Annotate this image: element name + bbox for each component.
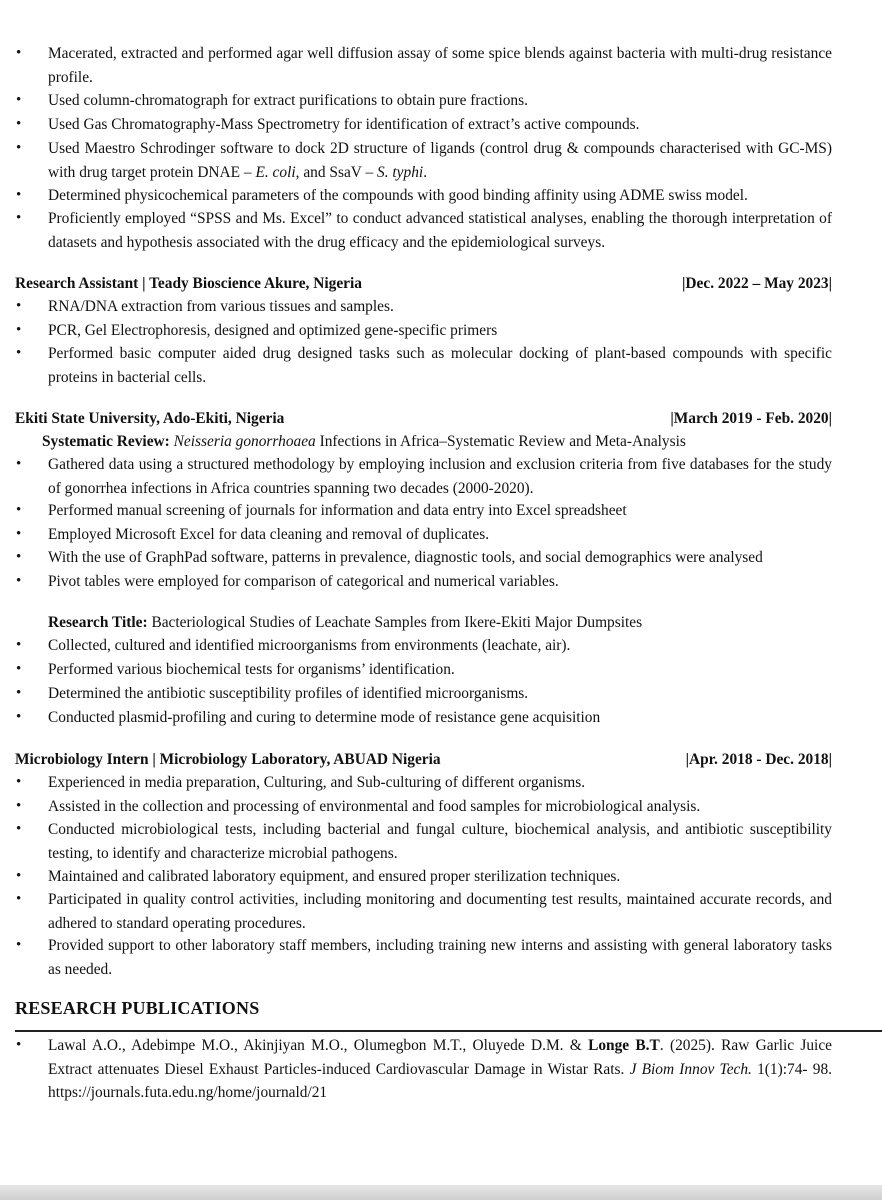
job-title: Ekiti State University, Ado-Ekiti, Nigeria (15, 410, 285, 427)
job-header-eksu (15, 407, 832, 430)
list-item: • Conducted microbiological tests, including bacterial and fungal culture, biochemical analysis, and antibiotic susceptibility testing, to identify and characterize microbial pathogens. (48, 818, 832, 865)
list-item: • Used Gas Chromatography-Mass Spectrometry for identification of extract’s active compounds. (48, 113, 832, 137)
list-item: • Provided support to other laboratory staff members, including training new interns and assisting with general laboratory tasks as needed. (48, 934, 832, 981)
list-item: • Participated in quality control activities, including monitoring and documenting test results, maintained accurate records, and adhered to standard operating procedures. (48, 888, 832, 935)
list-item: • Performed basic computer aided drug designed tasks such as molecular docking of plant-based compounds with specific proteins in bacterial cells. (48, 342, 832, 389)
systematic-review-title (42, 430, 686, 453)
publication-journal: J Biom Innov Tech. (629, 1060, 752, 1078)
page-bottom-edge (0, 1185, 882, 1200)
subheading-label: Research Title: (48, 614, 148, 631)
section-heading-publications: RESEARCH PUBLICATIONS (15, 998, 260, 1018)
list-item: • With the use of GraphPad software, patterns in prevalence, diagnostic tools, and social demographics were analysed (48, 546, 832, 570)
list-item: • Determined the antibiotic susceptibility profiles of identified microorganisms. (48, 682, 832, 706)
list-item: • Macerated, extracted and performed agar well diffusion assay of some spice blends against bacteria with multi-drug resistance profile. (48, 42, 832, 89)
list-item: • Assisted in the collection and processing of environmental and food samples for microbiological analysis. (48, 795, 832, 819)
species-name: E. coli (255, 163, 296, 181)
publication-author-highlight: Longe B.T (588, 1037, 660, 1054)
bullet-text: Used Maestro Schrodinger software to dock 2D structure of ligands (control drug & compounds characterised with GC-MS) with drug target protein DNAE – (48, 140, 832, 181)
subheading-label: Systematic Review: (42, 433, 170, 450)
publication-item (48, 1034, 832, 1105)
list-item: • Determined physicochemical parameters of the compounds with good binding affinity using ADME swiss model. (48, 184, 832, 208)
list-item (48, 137, 832, 184)
list-item: • Performed various biochemical tests for organisms’ identification. (48, 658, 832, 682)
list-item: • Employed Microsoft Excel for data cleaning and removal of duplicates. (48, 523, 832, 547)
bullet-text: . (423, 163, 428, 181)
publication-authors: Lawal A.O., Adebimpe M.O., Akinjiyan M.O., Olumegbon M.T., Oluyede D.M. & (48, 1037, 589, 1054)
publication-reference: 1(1):74- 98. https://journals.futa.edu.ng/home/journald/21 (48, 1060, 832, 1101)
list-item: • Gathered data using a structured methodology by employing inclusion and exclusion criteria from five databases for the study of gonorrhea infections in Africa countries spanning two decades (2000-2020). (48, 453, 832, 500)
list-item: • Proficiently employed “SPSS and Ms. Excel” to conduct advanced statistical analyses, enabling the thorough interpretation of datasets and hypothesis associated with the drug efficacy and the epidemiological surveys. (48, 207, 832, 254)
bullet-text: , and SsaV – (295, 163, 378, 181)
list-item: • Collected, cultured and identified microorganisms from environments (leachate, air). (48, 634, 832, 658)
species-name: Neisseria gonorrhoaea (173, 433, 316, 450)
job-title: Microbiology Intern | Microbiology Laboratory, ABUAD Nigeria (15, 751, 441, 768)
list-item: • Conducted plasmid-profiling and curing to determine mode of resistance gene acquisition (48, 706, 832, 730)
subheading-text: Infections in Africa–Systematic Review and Meta-Analysis (315, 433, 686, 450)
job-dates: |March 2019 - Feb. 2020| (670, 410, 832, 427)
species-name: S. typhi (377, 163, 424, 181)
job-dates: |Apr. 2018 - Dec. 2018| (685, 751, 832, 768)
list-item: • Maintained and calibrated laboratory equipment, and ensured proper sterilization techniques. (48, 865, 832, 889)
research-title (48, 611, 642, 634)
list-item: • Used column-chromatograph for extract purifications to obtain pure fractions. (48, 89, 832, 113)
list-item: • Performed manual screening of journals for information and data entry into Excel spreadsheet (48, 499, 832, 523)
list-item: • PCR, Gel Electrophoresis, designed and optimized gene-specific primers (48, 319, 832, 343)
job-header-intern (15, 748, 832, 771)
job-dates: |Dec. 2022 – May 2023| (682, 275, 832, 292)
list-item: • Pivot tables were employed for comparison of categorical and numerical variables. (48, 570, 832, 594)
publication-title: . (2025). Raw Garlic Juice Extract attenuates Diesel Exhaust Particles-induced Cardiovascular Damage in Wistar Rats. (48, 1037, 832, 1078)
list-item: • RNA/DNA extraction from various tissues and samples. (48, 295, 832, 319)
subheading-text: Bacteriological Studies of Leachate Samples from Ikere-Ekiti Major Dumpsites (147, 614, 643, 631)
job-title: Research Assistant | Teady Bioscience Akure, Nigeria (15, 275, 362, 292)
job-header-research-assistant (15, 272, 832, 295)
list-item: • Experienced in media preparation, Culturing, and Sub-culturing of different organisms. (48, 771, 832, 795)
section-divider (15, 1030, 882, 1032)
